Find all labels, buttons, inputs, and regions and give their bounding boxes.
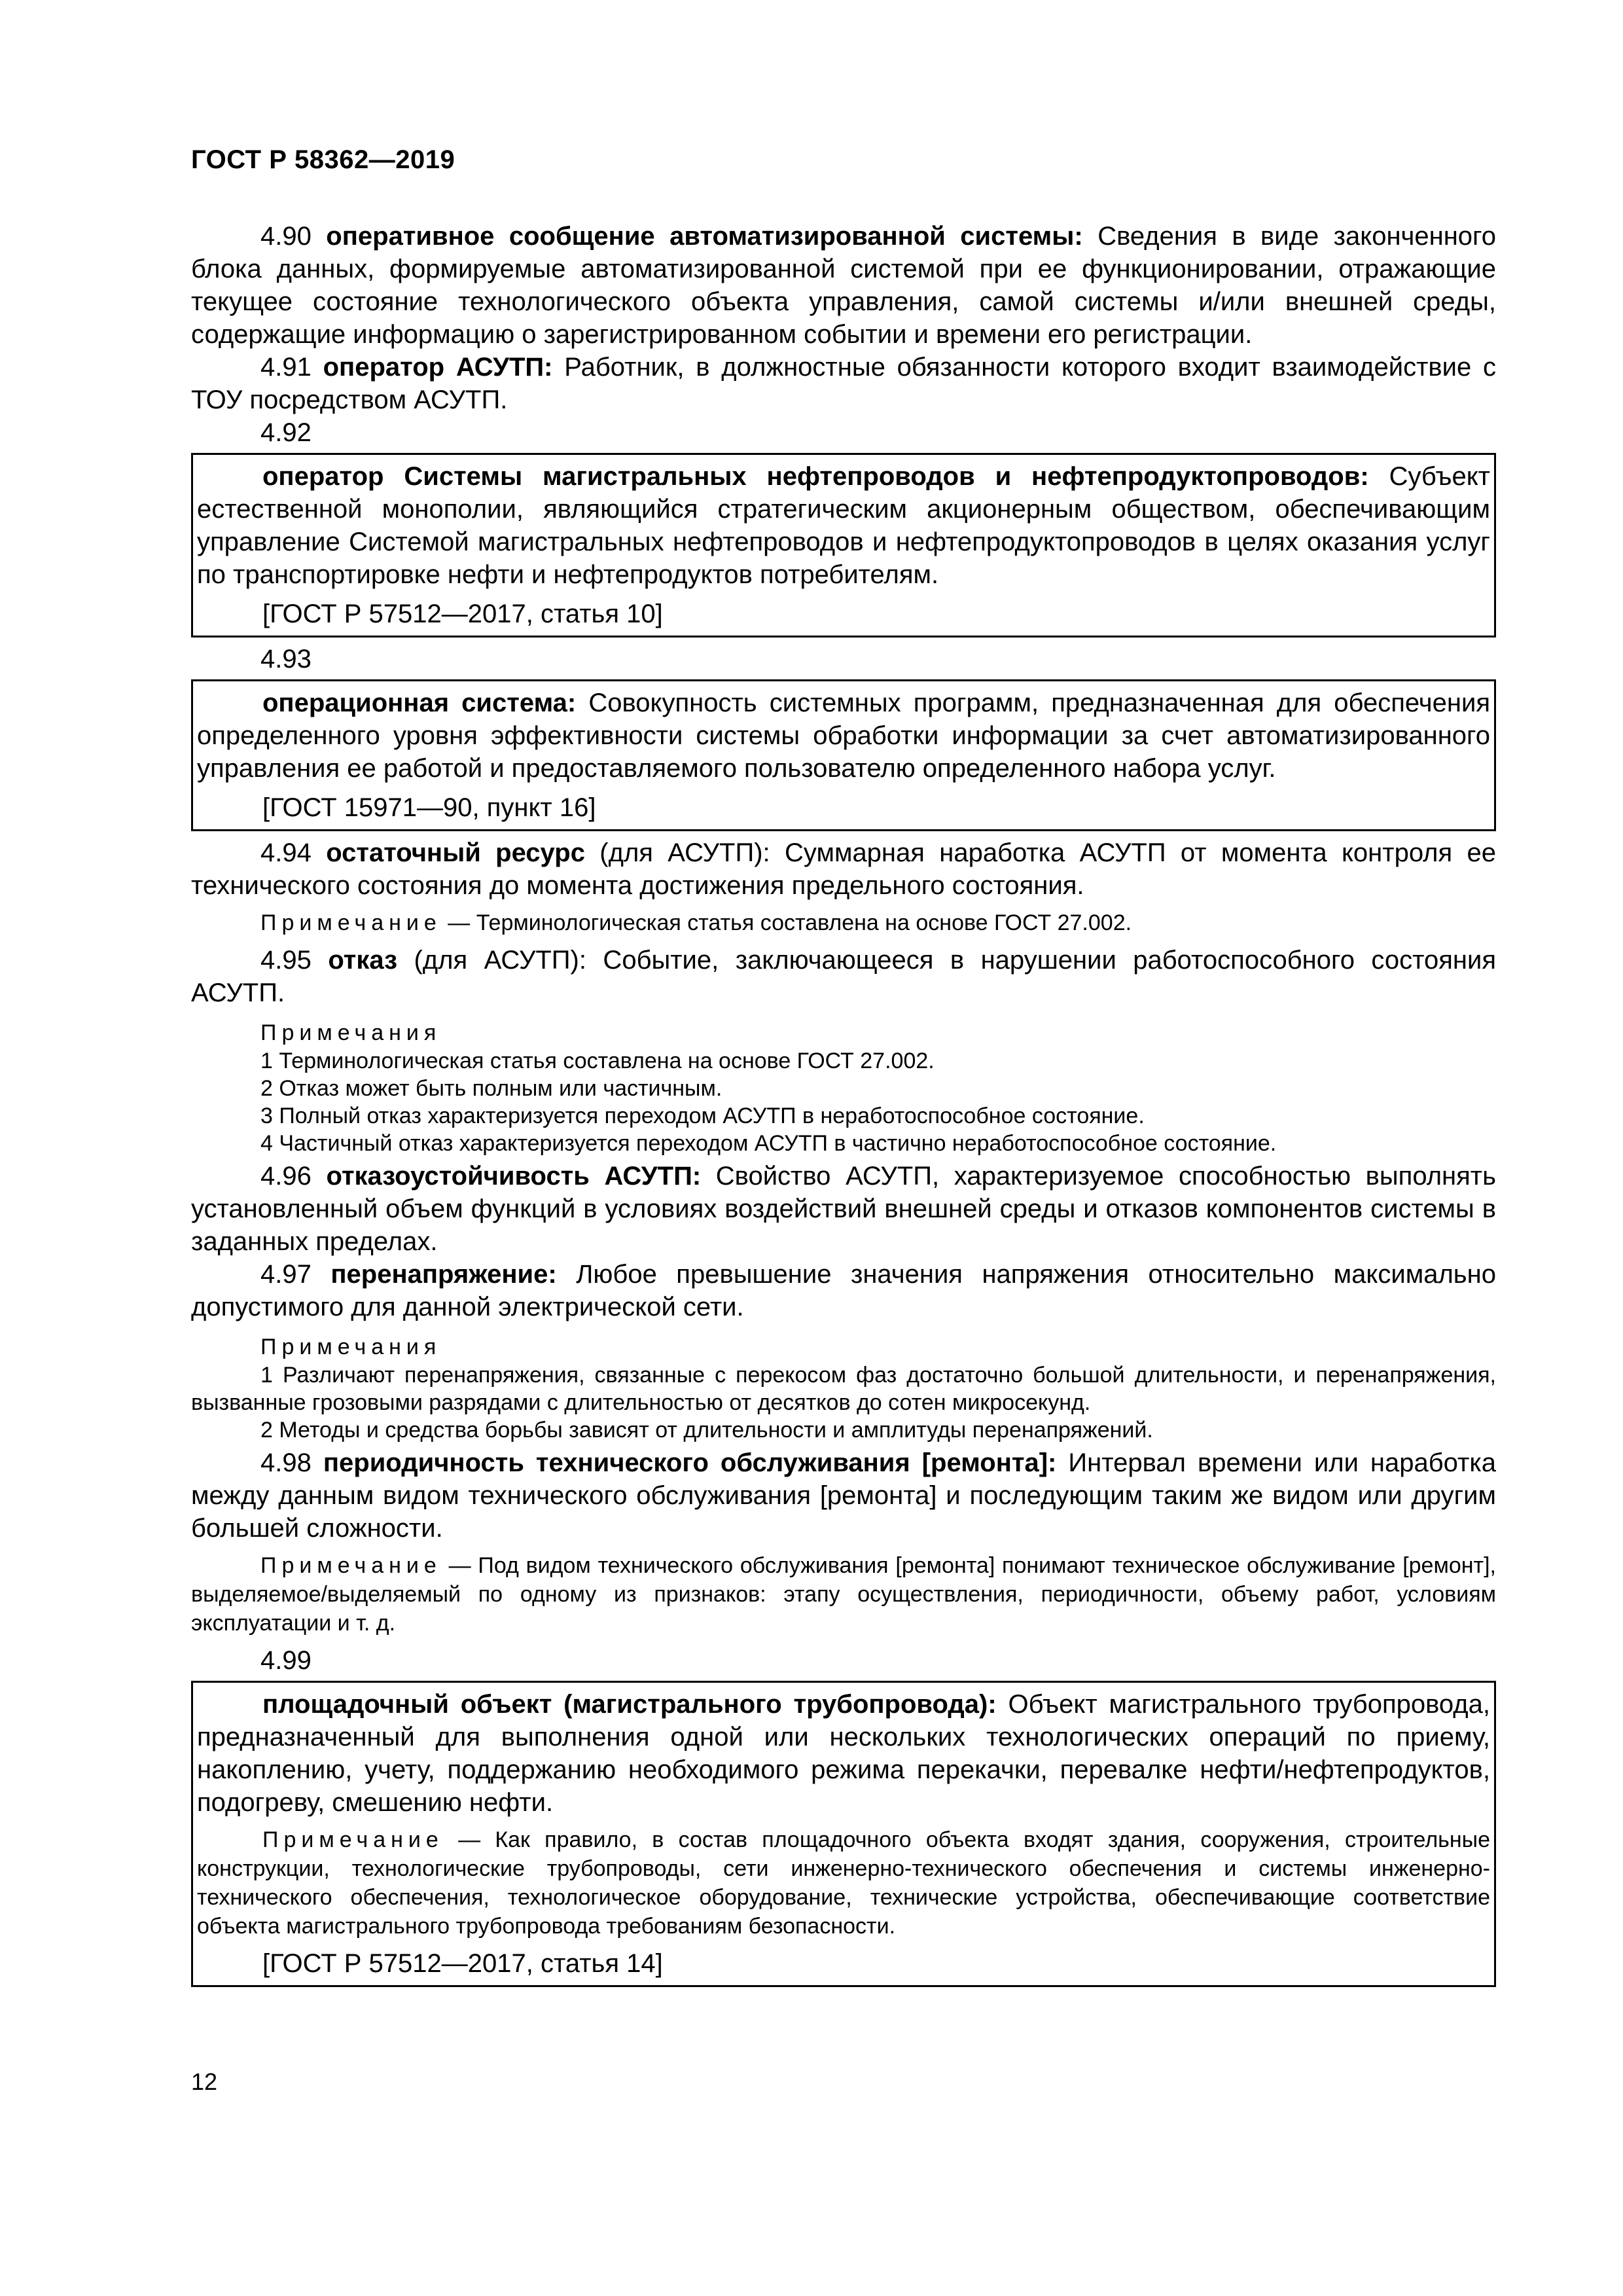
term: операционная система: bbox=[262, 689, 577, 717]
entry-number: 4.92 bbox=[260, 418, 312, 447]
entry-4-97: 4.97 перенапряжение: Любое превышение значения напряжения относительно максимально допустимого для данной электрической сети. bbox=[191, 1260, 1496, 1321]
term: оперативное сообщение автоматизированной системы: bbox=[326, 222, 1083, 251]
entry-4-99: площадочный объект (магистрального трубопровода): Объект магистрального трубопровода, предназначенный для выполнения одной или нескольких технологических операций по приему, накоплению, учету, поддержанию необходимого режима перекачки, перевалке нефти/нефтепродуктов, подогреву, смешению нефти. bbox=[197, 1690, 1490, 1817]
note-item: 2 Методы и средства борьбы зависят от длительности и амплитуды перенапряжений. bbox=[260, 1418, 1153, 1443]
note: Примечание — Как правило, в состав площадочного объекта входят здания, сооружения, строительные конструкции, технологические трубопроводы, сети инженерно-технического обеспечения и системы инженерно-технического обеспечения, технологическое оборудование, технические устройства, обеспечивающие соответствие объекта магистрального трубопровода требованиям безопасности. bbox=[197, 1827, 1491, 1939]
term: остаточный ресурс bbox=[326, 838, 585, 867]
source-reference: [ГОСТ 15971—90, пункт 16] bbox=[262, 793, 596, 822]
entry-4-93: операционная система: Совокупность системных программ, предназначенная для обеспечения определенного уровня эффективности системы обработки информации за счет автоматизированного управления ее работой и предоставляемого пользователю определенного набора услуг. bbox=[197, 689, 1490, 783]
entry-4-96: 4.96 отказоустойчивость АСУТП: Свойство АСУТП, характеризуемое способностью выполнять установленный объем функций в условиях воздействий внешней среды и отказов компонентов системы в заданных пределах. bbox=[191, 1162, 1496, 1256]
document-body bbox=[191, 220, 1496, 1992]
source-reference: [ГОСТ Р 57512—2017, статья 10] bbox=[262, 600, 663, 628]
entry-4-92-box bbox=[191, 453, 1496, 637]
notes-heading: Примечания bbox=[260, 1020, 442, 1045]
page-number: 12 bbox=[191, 2068, 218, 2095]
entry-4-90: 4.90 оперативное сообщение автоматизированной системы: Сведения в виде законченного блока данных, формируемые автоматизированной системой при ее функционировании, отражающие текущее состояние технологического объекта управления, самой системы и/или внешней среды, содержащие информацию о зарегистрированном событии и времени его регистрации. bbox=[191, 222, 1497, 349]
note: Примечание — Под видом технического обслуживания [ремонта] понимают техническое обслуживание [ремонт], выделяемое/выделяемый по одному из признаков: этапу осуществления, периодичности, объему работ, условиям эксплуатации и т. д. bbox=[191, 1553, 1496, 1636]
note-item: 1 Различают перенапряжения, связанные с перекосом фаз достаточно большой длительности, и перенапряжения, вызванные грозовыми разрядами с длительностью от десятков до сотен микросекунд. bbox=[191, 1363, 1496, 1415]
entry-4-94: 4.94 остаточный ресурс (для АСУТП): Суммарная наработка АСУТП от момента контроля ее технического состояния до момента достижения предельного состояния. bbox=[191, 838, 1497, 900]
term: площадочный объект (магистрального трубопровода): bbox=[262, 1690, 997, 1719]
note: Примечание — Терминологическая статья составлена на основе ГОСТ 27.002. bbox=[260, 910, 1132, 935]
entry-4-98: 4.98 периодичность технического обслуживания [ремонта]: Интервал времени или наработка между данным видом технического обслуживания [ремонта] и последующим таким же видом или другим большей сложности. bbox=[191, 1448, 1496, 1543]
term: оператор АСУТП: bbox=[323, 353, 553, 382]
entry-4-99-box bbox=[191, 1681, 1496, 1987]
entry-4-92: оператор Системы магистральных нефтепроводов и нефтепродуктопроводов: Субъект естественной монополии, являющийся стратегическим акционерным обществом, обеспечивающим управление Системой магистральных нефтепроводов и нефтепродуктопроводов в целях оказания услуг по транспортировке нефти и нефтепродуктов потребителям. bbox=[197, 462, 1490, 589]
source-reference: [ГОСТ Р 57512—2017, статья 14] bbox=[262, 1949, 663, 1978]
note-item: 4 Частичный отказ характеризуется переходом АСУТП в частично неработоспособное состояние. bbox=[260, 1131, 1277, 1156]
notes-heading: Примечания bbox=[260, 1335, 442, 1359]
term: отказ bbox=[328, 946, 397, 975]
term: периодичность технического обслуживания [ремонта]: bbox=[323, 1448, 1057, 1477]
entry-4-93-box bbox=[191, 679, 1496, 831]
entry-4-95: 4.95 отказ (для АСУТП): Событие, заключающееся в нарушении работоспособного состояния АСУТП. bbox=[191, 946, 1496, 1007]
term: оператор Системы магистральных нефтепроводов и нефтепродуктопроводов: bbox=[262, 462, 1369, 491]
note-item: 1 Терминологическая статья составлена на основе ГОСТ 27.002. bbox=[260, 1049, 935, 1073]
entry-4-91: 4.91 оператор АСУТП: Работник, в должностные обязанности которого входит взаимодействие с ТОУ посредством АСУТП. bbox=[191, 353, 1496, 414]
term: отказоустойчивость АСУТП: bbox=[326, 1162, 702, 1191]
entry-number: 4.99 bbox=[260, 1646, 312, 1675]
entry-number: 4.93 bbox=[260, 645, 312, 673]
note-item: 3 Полный отказ характеризуется переходом АСУТП в неработоспособное состояние. bbox=[260, 1103, 1145, 1128]
term: перенапряжение: bbox=[330, 1260, 557, 1289]
document-header: ГОСТ Р 58362—2019 bbox=[191, 145, 455, 174]
note-item: 2 Отказ может быть полным или частичным. bbox=[260, 1076, 722, 1101]
